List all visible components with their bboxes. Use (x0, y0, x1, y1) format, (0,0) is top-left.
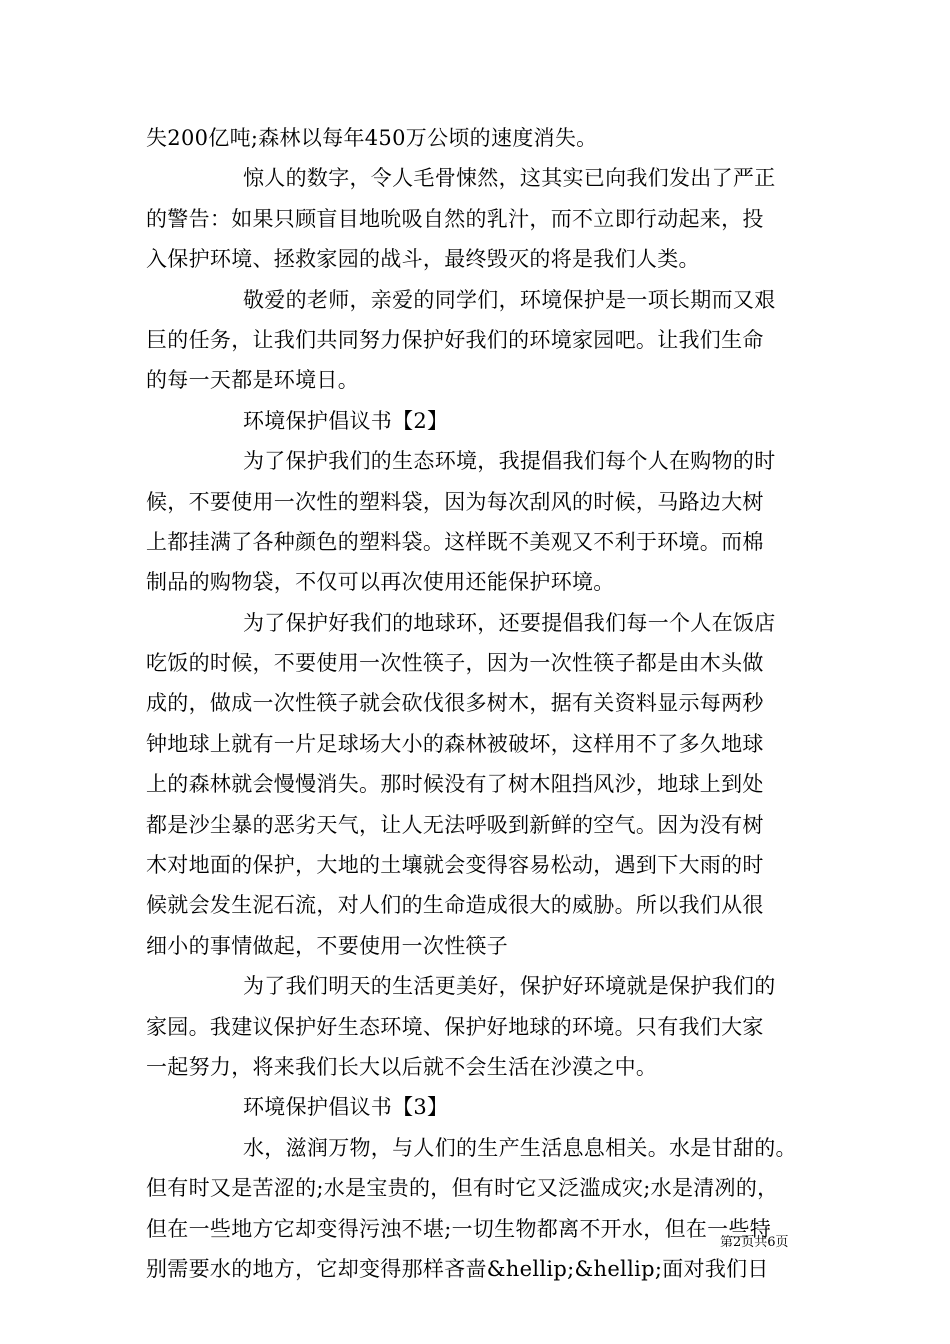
text-line: 一起努力，将来我们长大以后就不会生活在沙漠之中。 (146, 1054, 658, 1079)
text-line: 环境保护倡议书【2】 (243, 408, 449, 433)
text-line: 但在一些地方它却变得污浊不堪;一切生物都离不开水，但在一些特 (146, 1216, 772, 1241)
text-line: 为了保护好我们的地球环，还要提倡我们每一个人在饭店 (243, 610, 776, 635)
text-line: 失200亿吨;森林以每年450万公顷的速度消失。 (146, 126, 598, 150)
text-line: 的每一天都是环境日。 (146, 368, 359, 393)
text-line: 环境保护倡议书【3】 (243, 1095, 449, 1120)
text-line: 制品的购物袋，不仅可以再次使用还能保护环境。 (146, 570, 615, 595)
text-line: 家园。我建议保护好生态环境、保护好地球的环境。只有我们大家 (146, 1014, 764, 1039)
text-line: 为了我们明天的生活更美好，保护好环境就是保护我们的 (243, 974, 776, 999)
text-line: 吃饭的时候，不要使用一次性筷子，因为一次性筷子都是由木头做 (146, 651, 764, 676)
text-line: 成的，做成一次性筷子就会砍伐很多树木，据有关资料显示每两秒 (146, 691, 764, 716)
text-line: 候，不要使用一次性的塑料袋，因为每次刮风的时候，马路边大树 (146, 489, 764, 514)
text-line: 钟地球上就有一片足球场大小的森林被破坏，这样用不了多久地球 (146, 731, 764, 756)
text-line: 惊人的数字，令人毛骨悚然，这其实已向我们发出了严正 (243, 166, 776, 191)
text-line: 敬爱的老师，亲爱的同学们，环境保护是一项长期而又艰 (243, 287, 776, 312)
text-line: 入保护环境、拯救家园的战斗，最终毁灭的将是我们人类。 (146, 247, 700, 272)
text-line: 的警告：如果只顾盲目地吮吸自然的乳汁，而不立即行动起来，投 (146, 206, 764, 231)
text-line: 但有时又是苦涩的;水是宝贵的，但有时它又泛滥成灾;水是清冽的， (146, 1176, 779, 1201)
text-line: 水，滋润万物，与人们的生产生活息息相关。水是甘甜的。 (243, 1135, 797, 1160)
document-body (146, 118, 814, 1289)
page-number: 第2页共6页 (720, 1235, 789, 1250)
text-line: 候就会发生泥石流，对人们的生命造成很大的威胁。所以我们从很 (146, 893, 764, 918)
text-line: 为了保护我们的生态环境，我提倡我们每个人在购物的时 (243, 449, 776, 474)
text-line: 上的森林就会慢慢消失。那时候没有了树木阻挡风沙，地球上到处 (146, 772, 764, 797)
text-line: 细小的事情做起，不要使用一次性筷子 (146, 933, 509, 958)
text-line: 上都挂满了各种颜色的塑料袋。这样既不美观又不利于环境。而棉 (146, 529, 764, 554)
text-line: 都是沙尘暴的恶劣天气，让人无法呼吸到新鲜的空气。因为没有树 (146, 812, 764, 837)
text-line: 巨的任务，让我们共同努力保护好我们的环境家园吧。让我们生命 (146, 327, 764, 352)
text-line: 别需要水的地方，它却变得那样吝啬&hellip;&hellip;面对我们日 (146, 1256, 769, 1281)
text-line: 木对地面的保护，大地的土壤就会变得容易松动，遇到下大雨的时 (146, 853, 764, 878)
